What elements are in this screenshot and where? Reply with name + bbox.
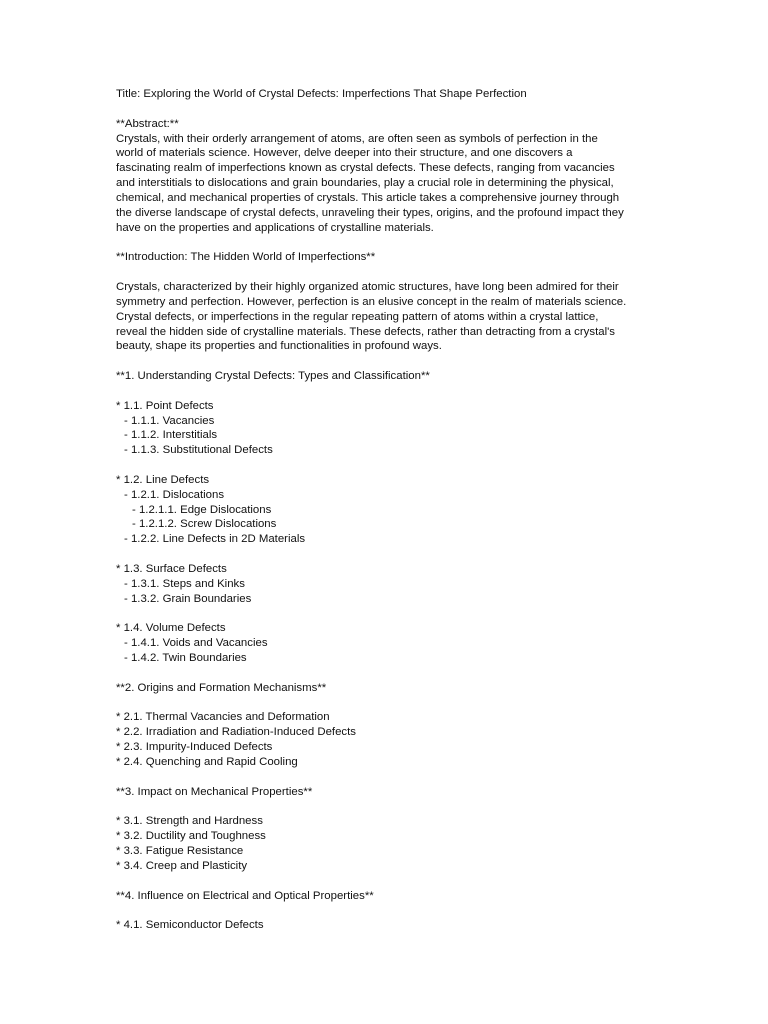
abstract-heading: **Abstract:**	[116, 117, 179, 130]
abstract-line: chemical, and mechanical properties of crystals. This article takes a comprehensive journey through	[116, 191, 620, 204]
introduction-paragraph	[116, 280, 656, 354]
list-item: * 3.4. Creep and Plasticity	[116, 859, 248, 872]
list-subsubitem: - 1.2.1.1. Edge Dislocations	[132, 503, 272, 516]
list-item: * 4.1. Semiconductor Defects	[116, 919, 264, 932]
list-item: * 3.2. Ductility and Toughness	[116, 830, 266, 843]
introduction-line: Crystals, characterized by their highly organized atomic structures, have long been admired for their	[116, 280, 619, 293]
list-item: * 2.1. Thermal Vacancies and Deformation	[116, 711, 330, 724]
document-title: Title: Exploring the World of Crystal Defects: Imperfections That Shape Perfection	[116, 88, 527, 100]
introduction-heading: **Introduction: The Hidden World of Imperfections**	[116, 251, 376, 264]
list-subitem: - 1.1.2. Interstitials	[124, 429, 218, 442]
list-item: * 3.1. Strength and Hardness	[116, 815, 263, 828]
introduction-line: Crystal defects, or imperfections in the regular repeating pattern of atoms within a crystal lattice,	[116, 310, 599, 323]
abstract-paragraph	[116, 132, 656, 236]
list-subitem: - 1.3.1. Steps and Kinks	[124, 577, 245, 590]
abstract-line: fascinating realm of imperfections known as crystal defects. These defects, ranging from vacancies	[116, 162, 615, 175]
document-page	[116, 87, 656, 933]
section-4-heading: **4. Influence on Electrical and Optical Properties**	[116, 889, 374, 902]
abstract-line: the diverse landscape of crystal defects, unraveling their types, origins, and the profound impact they	[116, 206, 624, 219]
abstract-line: Crystals, with their orderly arrangement of atoms, are often seen as symbols of perfection in the	[116, 132, 598, 145]
list-item-1-4: * 1.4. Volume Defects	[116, 622, 226, 635]
list-subitem: - 1.1.3. Substitutional Defects	[124, 444, 273, 457]
introduction-line: symmetry and perfection. However, perfection is an elusive concept in the realm of materials science.	[116, 295, 627, 308]
abstract-line: world of materials science. However, delve deeper into their structure, and one discovers a	[116, 147, 573, 160]
list-subitem: - 1.2.2. Line Defects in 2D Materials	[124, 533, 306, 546]
list-subitem: - 1.4.1. Voids and Vacancies	[124, 637, 268, 650]
section-2-heading: **2. Origins and Formation Mechanisms**	[116, 681, 327, 694]
introduction-line: reveal the hidden side of crystalline materials. These defects, rather than detracting from a crystal's	[116, 325, 615, 338]
list-item-1-2: * 1.2. Line Defects	[116, 473, 210, 486]
list-subitem: - 1.2.1. Dislocations	[124, 488, 225, 501]
list-item: * 3.3. Fatigue Resistance	[116, 845, 244, 858]
section-3-heading: **3. Impact on Mechanical Properties**	[116, 785, 313, 798]
list-item: * 2.3. Impurity-Induced Defects	[116, 741, 273, 754]
abstract-line: have on the properties and applications of crystalline materials.	[116, 221, 434, 234]
list-item-1-3: * 1.3. Surface Defects	[116, 563, 227, 575]
section-1-heading: **1. Understanding Crystal Defects: Types and Classification**	[116, 370, 430, 383]
list-subitem: - 1.3.2. Grain Boundaries	[124, 592, 252, 605]
abstract-line: and interstitials to dislocations and grain boundaries, play a crucial role in determining the physical,	[116, 177, 614, 190]
list-item: * 2.4. Quenching and Rapid Cooling	[116, 755, 298, 768]
list-subsubitem: - 1.2.1.2. Screw Dislocations	[132, 518, 277, 531]
list-item: * 2.2. Irradiation and Radiation-Induced Defects	[116, 726, 356, 739]
list-subitem: - 1.4.2. Twin Boundaries	[124, 652, 247, 665]
introduction-line: beauty, shape its properties and functionalities in profound ways.	[116, 340, 442, 353]
list-subitem: - 1.1.1. Vacancies	[124, 414, 215, 427]
list-item-1-1: * 1.1. Point Defects	[116, 399, 214, 412]
